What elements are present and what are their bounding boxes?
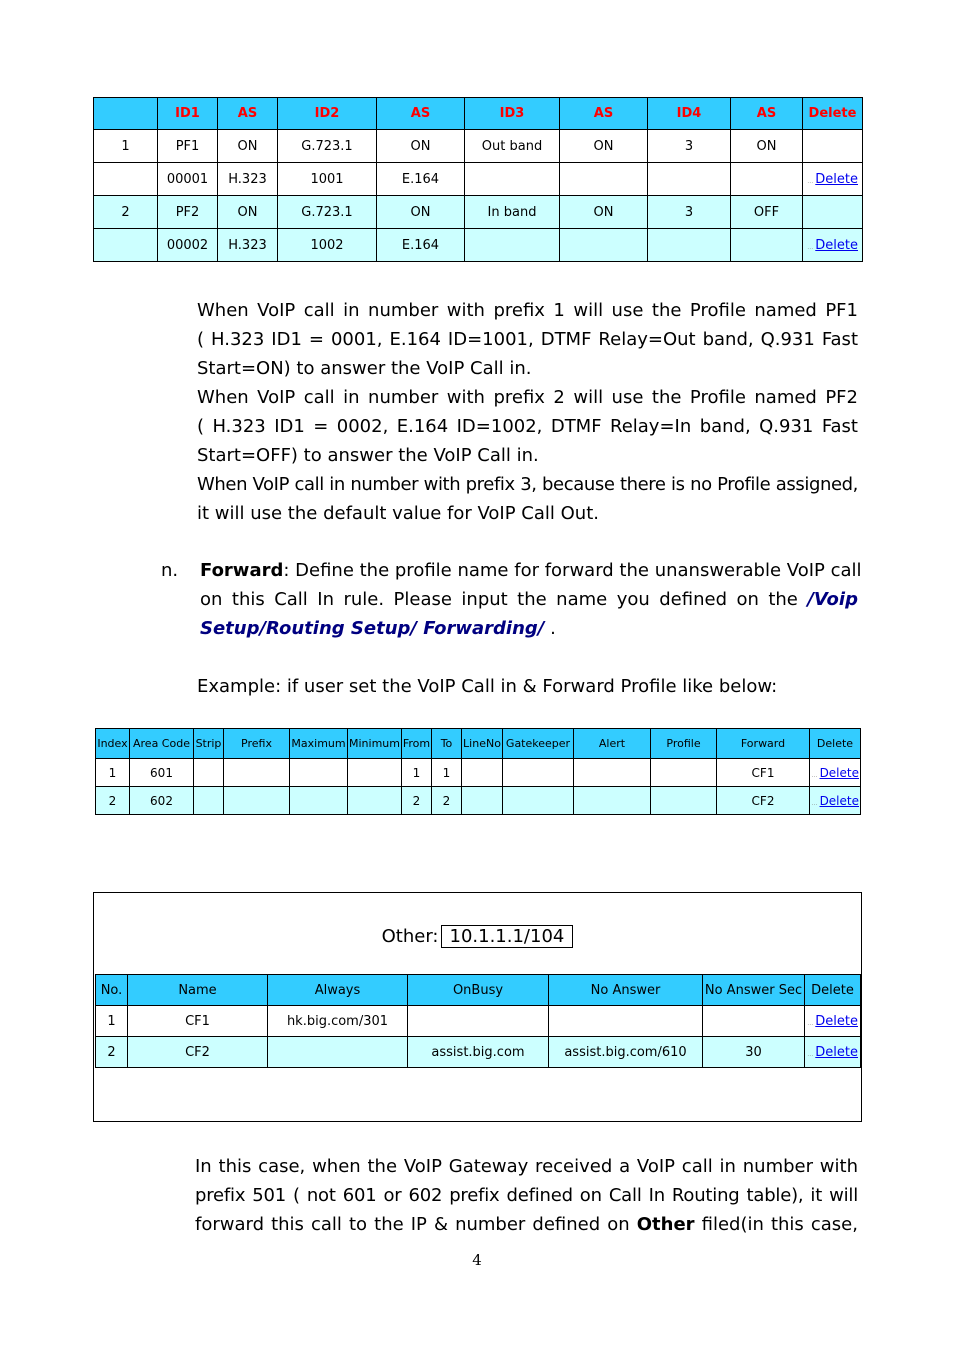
header-cell: ID1 [158,98,218,130]
table-cell [408,1006,549,1037]
header-cell: ID2 [278,98,377,130]
header-cell: Alert [574,729,651,759]
table-row [96,1037,861,1068]
table-cell: 2 [94,196,158,229]
case-explanation [195,1152,858,1239]
routing-table-header [96,729,861,759]
table-cell [503,787,574,815]
table-cell: G.723.1 [278,130,377,163]
delete-link[interactable]: … Delete [807,238,858,253]
table-cell [194,759,224,787]
table-cell: ON [218,130,278,163]
table-cell [560,163,648,196]
table-cell: 3 [648,196,731,229]
text-fragment: on this Call In rule. Please input the name you defined on the [200,589,798,610]
table-cell: 1002 [278,229,377,262]
table-row [94,163,863,196]
text-line: ( H.323 ID1 = 0001, E.164 ID=1001, DTMF Relay=Out band, Q.931 Fast [197,329,858,350]
table-cell: 1 [402,759,432,787]
text-line: When VoIP call in number with prefix 3, because there is no Profile assigned, [197,474,858,495]
profile-explanation [197,296,858,528]
forward-table [95,974,861,1068]
table-cell: 2 [402,787,432,815]
other-row [94,925,861,948]
table-cell: 1001 [278,163,377,196]
table-cell [503,759,574,787]
header-cell: Gatekeeper [503,729,574,759]
table-cell: ON [560,130,648,163]
routing-table [95,728,861,815]
table-cell: G.723.1 [278,196,377,229]
table-cell: CF2 [717,787,810,815]
table-cell: 2 [96,1037,128,1068]
text-line: Start=ON) to answer the VoIP Call in. [197,358,532,379]
table-cell: ON [560,196,648,229]
table-cell: H.323 [218,163,278,196]
other-value-field[interactable]: 10.1.1.1/104 [441,925,574,948]
profile-table [93,97,863,262]
text-fragment: filed(in this case, [701,1214,858,1235]
table-cell [560,229,648,262]
table-cell: 602 [130,787,194,815]
table-row [96,1006,861,1037]
table-cell [810,787,861,815]
table-cell [290,787,348,815]
table-cell [549,1006,703,1037]
delete-link[interactable]: … Delete [807,1045,858,1060]
table-cell: ON [218,196,278,229]
table-cell: PF1 [158,130,218,163]
text-line: When VoIP call in number with prefix 1 will use the Profile named PF1 [197,300,858,321]
table-cell [651,787,717,815]
delete-link[interactable]: … Delete [812,766,859,780]
header-cell: No. [96,975,128,1006]
header-cell: Name [128,975,268,1006]
other-label: Other: [381,926,439,947]
header-cell: AS [560,98,648,130]
table-cell [574,787,651,815]
table-cell [224,759,290,787]
table-cell: CF1 [717,759,810,787]
table-cell [462,787,503,815]
table-cell: 30 [703,1037,805,1068]
text-line [200,585,858,614]
table-cell [803,196,863,229]
term-forward: Forward [200,560,284,581]
table-cell: 00001 [158,163,218,196]
page-number: 4 [472,1251,482,1269]
table-cell: 1 [96,1006,128,1037]
table-cell [224,787,290,815]
table-cell [731,163,803,196]
table-cell: ON [377,196,465,229]
table-cell [94,229,158,262]
text-fragment: . [544,618,556,639]
table-cell [731,229,803,262]
forward-description [200,556,862,643]
header-cell: Area Code [130,729,194,759]
table-cell [805,1037,861,1068]
text-line: prefix 501 ( not 601 or 602 prefix defined on Call In Routing table), it will [195,1185,858,1206]
term-other: Other [636,1214,695,1235]
text-line: In this case, when the VoIP Gateway received a VoIP call in number with [195,1156,858,1177]
table-row [94,196,863,229]
table-cell [648,229,731,262]
header-cell [94,98,158,130]
header-cell: Strip [194,729,224,759]
table-cell [803,130,863,163]
table-cell: CF2 [128,1037,268,1068]
table-cell: 00002 [158,229,218,262]
table-cell: 2 [96,787,130,815]
table-cell: ON [731,130,803,163]
list-marker: n. [161,560,179,581]
table-cell [651,759,717,787]
profile-table-header [94,98,863,130]
table-cell: E.164 [377,163,465,196]
table-cell: In band [465,196,560,229]
text-line [200,614,858,643]
table-cell: CF1 [128,1006,268,1037]
table-cell [348,759,402,787]
header-cell: No Answer Sec [703,975,805,1006]
table-cell [94,163,158,196]
table-row [96,759,861,787]
table-cell: hk.big.com/301 [268,1006,408,1037]
table-cell [348,787,402,815]
table-cell: assist.big.com/610 [549,1037,703,1068]
table-cell: H.323 [218,229,278,262]
text-line: When VoIP call in number with prefix 2 will use the Profile named PF2 [197,387,858,408]
example-text: Example: if user set the VoIP Call in & Forward Profile like below: [197,676,778,697]
table-cell: Out band [465,130,560,163]
header-cell: Forward [717,729,810,759]
text-line [195,1210,858,1239]
delete-link[interactable]: … Delete [812,794,859,808]
table-cell: 3 [648,130,731,163]
text-line [200,556,862,585]
table-cell: ON [377,130,465,163]
delete-link[interactable]: … Delete [807,172,858,187]
header-cell: AS [377,98,465,130]
header-cell: Delete [810,729,861,759]
header-cell: Profile [651,729,717,759]
table-cell [290,759,348,787]
table-cell: 1 [94,130,158,163]
table-row [96,787,861,815]
header-cell: LineNo [462,729,503,759]
table-cell [268,1037,408,1068]
table-cell: 1 [432,759,462,787]
table-cell: assist.big.com [408,1037,549,1068]
text-line: it will use the default value for VoIP Call Out. [197,503,599,524]
table-cell [803,229,863,262]
table-cell [648,163,731,196]
header-cell: AS [218,98,278,130]
table-row [94,229,863,262]
table-cell [465,163,560,196]
header-cell: Index [96,729,130,759]
header-cell: AS [731,98,803,130]
table-cell [462,759,503,787]
header-cell: OnBusy [408,975,549,1006]
header-cell: Maximum [290,729,348,759]
table-cell [194,787,224,815]
table-cell [574,759,651,787]
header-cell: Delete [805,975,861,1006]
text-fragment: forward this call to the IP & number defined on [195,1214,630,1235]
table-cell [805,1006,861,1037]
header-cell: Always [268,975,408,1006]
header-cell: Delete [803,98,863,130]
menu-path-link[interactable]: Setup/Routing Setup/ Forwarding/ [200,618,545,639]
table-cell: PF2 [158,196,218,229]
header-cell: To [432,729,462,759]
header-cell: From [402,729,432,759]
table-cell [810,759,861,787]
table-cell: 1 [96,759,130,787]
table-cell: OFF [731,196,803,229]
text-fragment: : Define the profile name for forward the unanswerable VoIP call [283,560,862,581]
table-cell: E.164 [377,229,465,262]
header-cell: Prefix [224,729,290,759]
table-cell [465,229,560,262]
header-cell: ID4 [648,98,731,130]
header-cell: No Answer [549,975,703,1006]
table-cell: 2 [432,787,462,815]
header-cell: Minimum [348,729,402,759]
table-cell: 601 [130,759,194,787]
table-cell [703,1006,805,1037]
menu-path-link[interactable]: /Voip [807,589,858,610]
table-row [94,130,863,163]
text-line: Start=OFF) to answer the VoIP Call in. [197,445,539,466]
delete-link[interactable]: … Delete [807,1014,858,1029]
table-cell [803,163,863,196]
header-cell: ID3 [465,98,560,130]
forward-table-header [96,975,861,1006]
text-line: ( H.323 ID1 = 0002, E.164 ID=1002, DTMF Relay=In band, Q.931 Fast [197,416,858,437]
